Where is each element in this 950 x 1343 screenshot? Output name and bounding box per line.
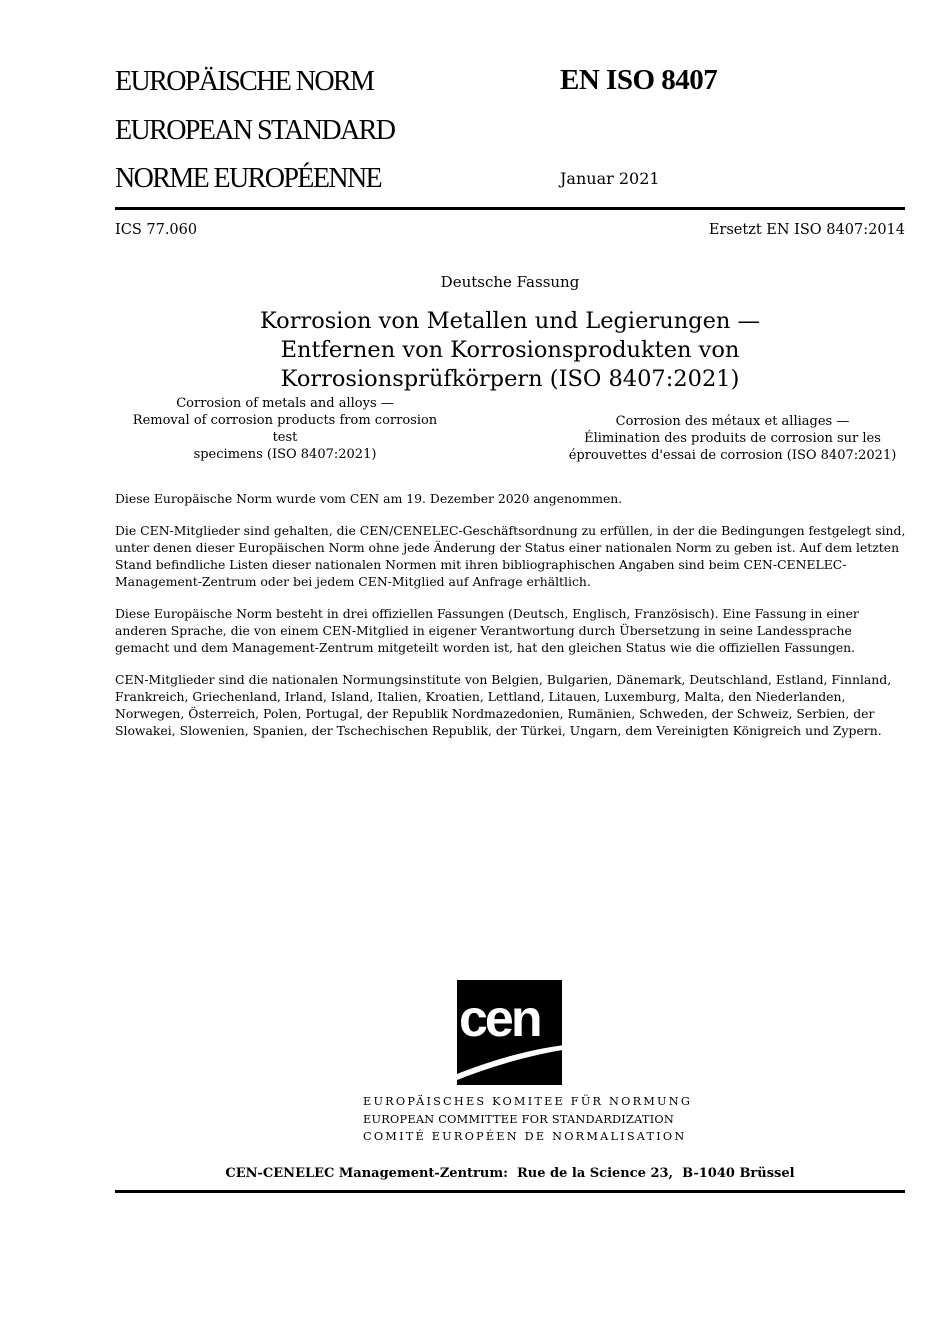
document-title <box>200 307 820 394</box>
norm-title-en: EUROPEAN STANDARD <box>115 115 395 146</box>
standard-number: EN ISO 8407 <box>560 64 718 96</box>
title-line: Korrosion von Metallen und Legierungen — <box>259 308 761 334</box>
publication-date: Januar 2021 <box>560 169 660 188</box>
ics-code: ICS 77.060 <box>115 222 198 238</box>
cen-logo <box>457 980 577 1085</box>
title-fr-line: éprouvettes d'essai de corrosion (ISO 8407:2021) <box>568 448 897 463</box>
paragraph-languages: Diese Europäische Norm besteht in drei offiziellen Fassungen (Deutsch, Englisch, Französisch). Eine Fassung in einer anderen Sprache, die von einem CEN-Mitglied in eigener Verantwortung durch Übersetzung in seine Landessprache gemacht und dem Management-Zentrum mitgeteilt worden ist, hat den gleichen Status wie die offiziellen Fassungen. <box>115 606 859 655</box>
title-en-line: Corrosion of metals and alloys — <box>176 396 394 411</box>
management-address: CEN-CENELEC Management-Zentrum: Rue de la Science 23, B-1040 Brüssel <box>225 1166 795 1181</box>
replaces-note: Ersetzt EN ISO 8407:2014 <box>708 222 905 238</box>
committee-names <box>363 1093 692 1146</box>
body-text <box>115 490 907 754</box>
title-english <box>120 395 450 463</box>
version-label: Deutsche Fassung <box>440 273 580 291</box>
title-line: Korrosionsprüfkörpern (ISO 8407:2021) <box>280 366 740 392</box>
committee-en: EUROPEAN COMMITTEE FOR STANDARDIZATION <box>363 1112 675 1126</box>
paragraph-obligations: Die CEN-Mitglieder sind gehalten, die CEN/CENELEC-Geschäftsordnung zu erfüllen, in der die Bedingungen festgelegt sind, unter denen dieser Europäischen Norm ohne jede Änderung der Status einer nationalen Norm zu geben ist. Auf dem letzten Stand befindliche Listen dieser nationalen Normen mit ihren bibliographischen Angaben sind beim CEN-CENELEC-Management-Zentrum oder bei jedem CEN-Mitglied auf Anfrage erhältlich. <box>115 523 906 589</box>
norm-title-de: EUROPÄISCHE NORM <box>115 66 374 97</box>
title-fr-line: Corrosion des métaux et alliages — <box>615 414 850 429</box>
norm-title-fr: NORME EUROPÉENNE <box>115 163 382 194</box>
committee-de: EUROPÄISCHES KOMITEE FÜR NORMUNG <box>363 1095 693 1108</box>
committee-fr: COMITÉ EUROPÉEN DE NORMALISATION <box>363 1130 687 1143</box>
footer-rule <box>115 1190 905 1193</box>
header-rule <box>115 207 905 210</box>
title-french <box>560 413 905 464</box>
title-en-line: specimens (ISO 8407:2021) <box>193 447 377 462</box>
paragraph-adoption: Diese Europäische Norm wurde vom CEN am 19. Dezember 2020 angenommen. <box>115 491 623 506</box>
title-en-line: Removal of corrosion products from corrosion test <box>132 413 438 445</box>
title-line: Entfernen von Korrosionsprodukten von <box>280 337 740 363</box>
title-fr-line: Élimination des produits de corrosion sur les <box>584 431 881 446</box>
paragraph-members: CEN-Mitglieder sind die nationalen Normungsinstitute von Belgien, Bulgarien, Dänemark, Deutschland, Estland, Finnland, Frankreich, Griechenland, Irland, Island, Italien, Kroatien, Lettland, Litauen, Luxemburg, Malta, den Niederlanden, Norwegen, Österreich, Polen, Portugal, der Republik Nordmazedonien, Rumänien, Schweden, der Schweiz, Serbien, der Slowakei, Slowenien, Spanien, der Tschechischen Republik, der Türkei, Ungarn, dem Vereinigten Königreich und Zypern. <box>115 672 892 738</box>
logo-wordmark: cen <box>459 990 540 1048</box>
